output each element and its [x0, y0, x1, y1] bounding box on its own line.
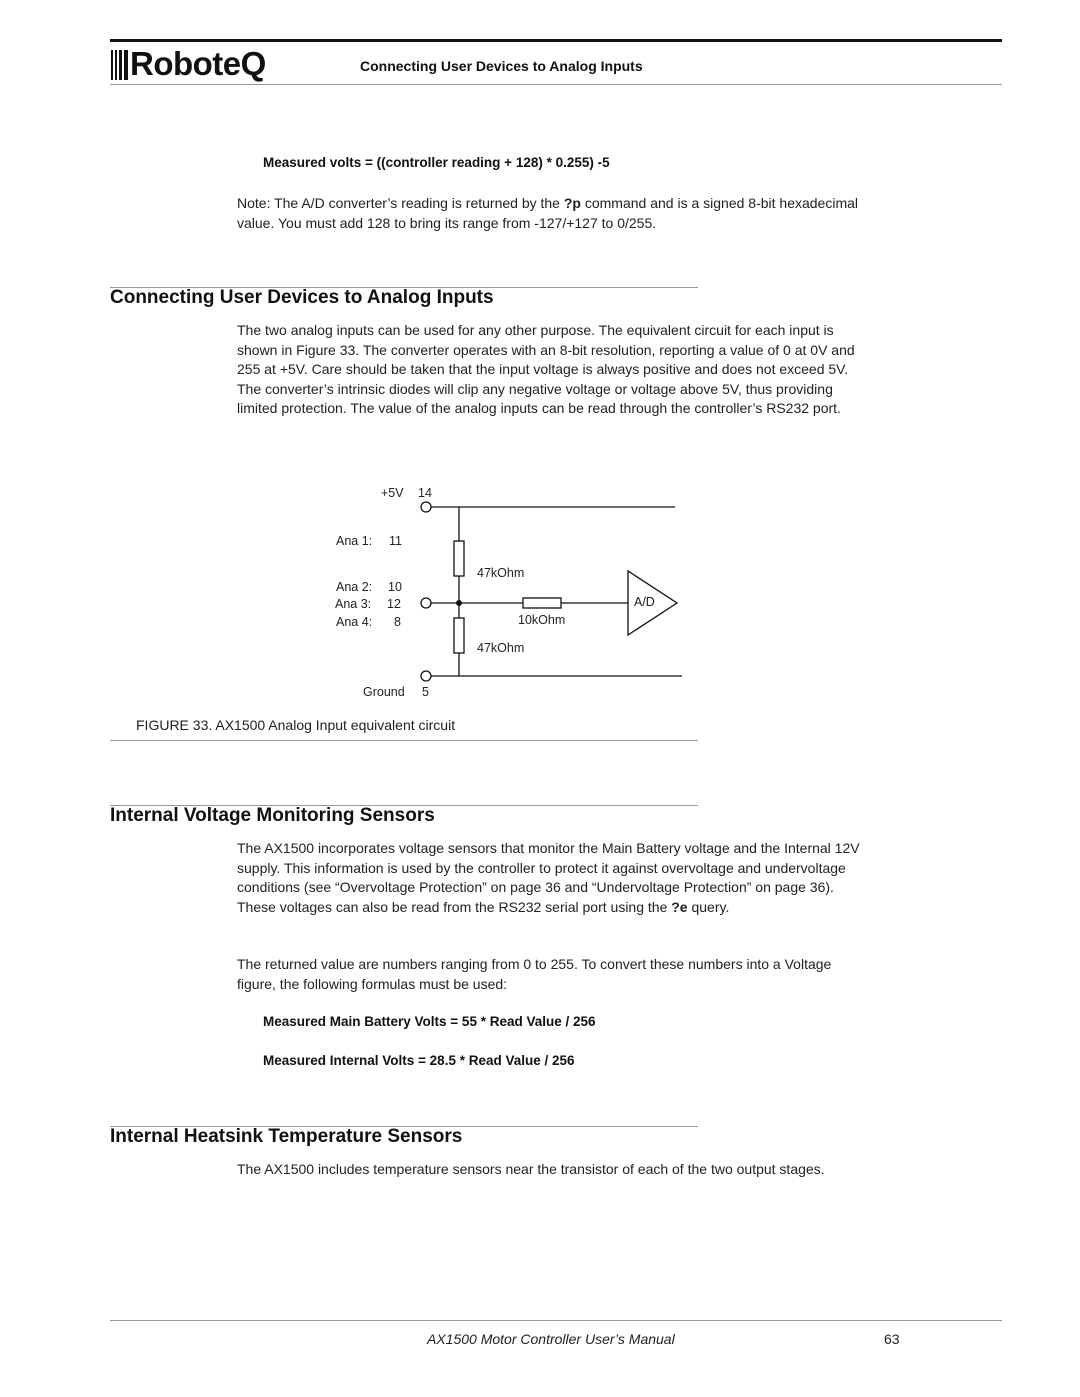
ana1-label: Ana 1:: [336, 534, 373, 548]
logo-bars-icon: [110, 48, 130, 84]
plus5v-terminal: [421, 502, 431, 512]
section-heading-voltage-sensors: Internal Voltage Monitoring Sensors: [110, 805, 435, 826]
ana4-label: Ana 4:: [336, 615, 373, 629]
series-resistor-label: 10kOhm: [518, 613, 566, 627]
analog-input-terminal: [421, 598, 431, 608]
voltage-text-end: query.: [687, 898, 730, 915]
top-resistor-label: 47kOhm: [477, 566, 525, 580]
internal-volts-formula: Measured Internal Volts = 28.5 * Read Value / 256: [263, 1053, 575, 1068]
ana1-pin: 11: [389, 534, 402, 548]
footer-rule: [110, 1320, 1002, 1321]
junction-dot: [456, 600, 462, 606]
section-heading-analog-inputs: Connecting User Devices to Analog Inputs: [110, 287, 494, 308]
section-heading-heatsink-sensors: Internal Heatsink Temperature Sensors: [110, 1126, 463, 1147]
voltage-sensors-paragraph: [237, 839, 873, 917]
ground-terminal: [421, 671, 431, 681]
running-head: Connecting User Devices to Analog Inputs: [360, 58, 643, 74]
page-number: 63: [884, 1331, 900, 1347]
top-resistor: [454, 541, 464, 576]
plus5v-label: +5V: [381, 486, 404, 500]
figure-caption: FIGURE 33. AX1500 Analog Input equivalent circuit: [136, 717, 456, 733]
footer-title: AX1500 Motor Controller User’s Manual: [427, 1331, 675, 1347]
note-text: Note: The A/D converter’s reading is returned by the: [237, 195, 564, 211]
ana3-pin: 12: [387, 597, 401, 611]
header-rule: [110, 39, 1002, 42]
ana3-label: Ana 3:: [335, 597, 372, 611]
main-battery-formula: Measured Main Battery Volts = 55 * Read Value / 256: [263, 1014, 596, 1029]
ground-label: Ground: [363, 685, 405, 699]
adc-label: A/D: [634, 595, 655, 609]
voltage-command: ?e: [671, 898, 688, 915]
note-command: ?p: [563, 195, 581, 211]
heatsink-paragraph: The AX1500 includes temperature sensors near the transistor of each of the two output stages.: [237, 1161, 825, 1177]
ana2-label: Ana 2:: [336, 580, 373, 594]
analog-input-circuit-diagram: [330, 478, 700, 706]
voltage-text: The AX1500 incorporates voltage sensors that monitor the Main Battery voltage and the Internal 12V supply. This information is used by the controller to protect it against overvoltage and undervoltage conditions (see “Overvoltage Protection” on page 36 and “Undervoltage Protection” on page 36). These voltages can also be read from the RS232 serial port using the: [237, 840, 860, 915]
figure-bottom-rule: [110, 740, 698, 741]
note-text-end: command and is a signed 8-bit hexadecimal value. You must add 128 to bring its range from -127/+127 to 0/255.: [237, 195, 859, 231]
bottom-resistor: [454, 618, 464, 653]
measured-volts-formula: Measured volts = ((controller reading + 128) * 0.255) -5: [263, 155, 610, 170]
roboteq-logo: [110, 46, 310, 82]
series-resistor: [523, 598, 561, 608]
ana2-pin: 10: [388, 580, 402, 594]
header-underline: [110, 84, 1002, 85]
bottom-resistor-label: 47kOhm: [477, 641, 525, 655]
ground-pin: 5: [422, 685, 429, 699]
returned-values-paragraph: The returned value are numbers ranging from 0 to 255. To convert these numbers into a Voltage figure, the following formulas must be used:: [237, 956, 832, 992]
plus5v-pin: 14: [418, 486, 432, 500]
logo-text: RoboteQ: [130, 45, 266, 82]
analog-inputs-paragraph: The two analog inputs can be used for any other purpose. The equivalent circuit for each input is shown in Figure 33. The converter operates with an 8-bit resolution, reporting a value of 0 at 0V and 255 at +5V. Care should be taken that the input voltage is always positive and does not exceed 5V. The converter’s intrinsic diodes will clip any negative voltage or voltage above 5V, thus providing limited protection. The value of the analog inputs can be read through the controller’s RS232 port.: [237, 322, 855, 416]
ad-note-paragraph: [237, 194, 873, 233]
ana4-pin: 8: [394, 615, 401, 629]
